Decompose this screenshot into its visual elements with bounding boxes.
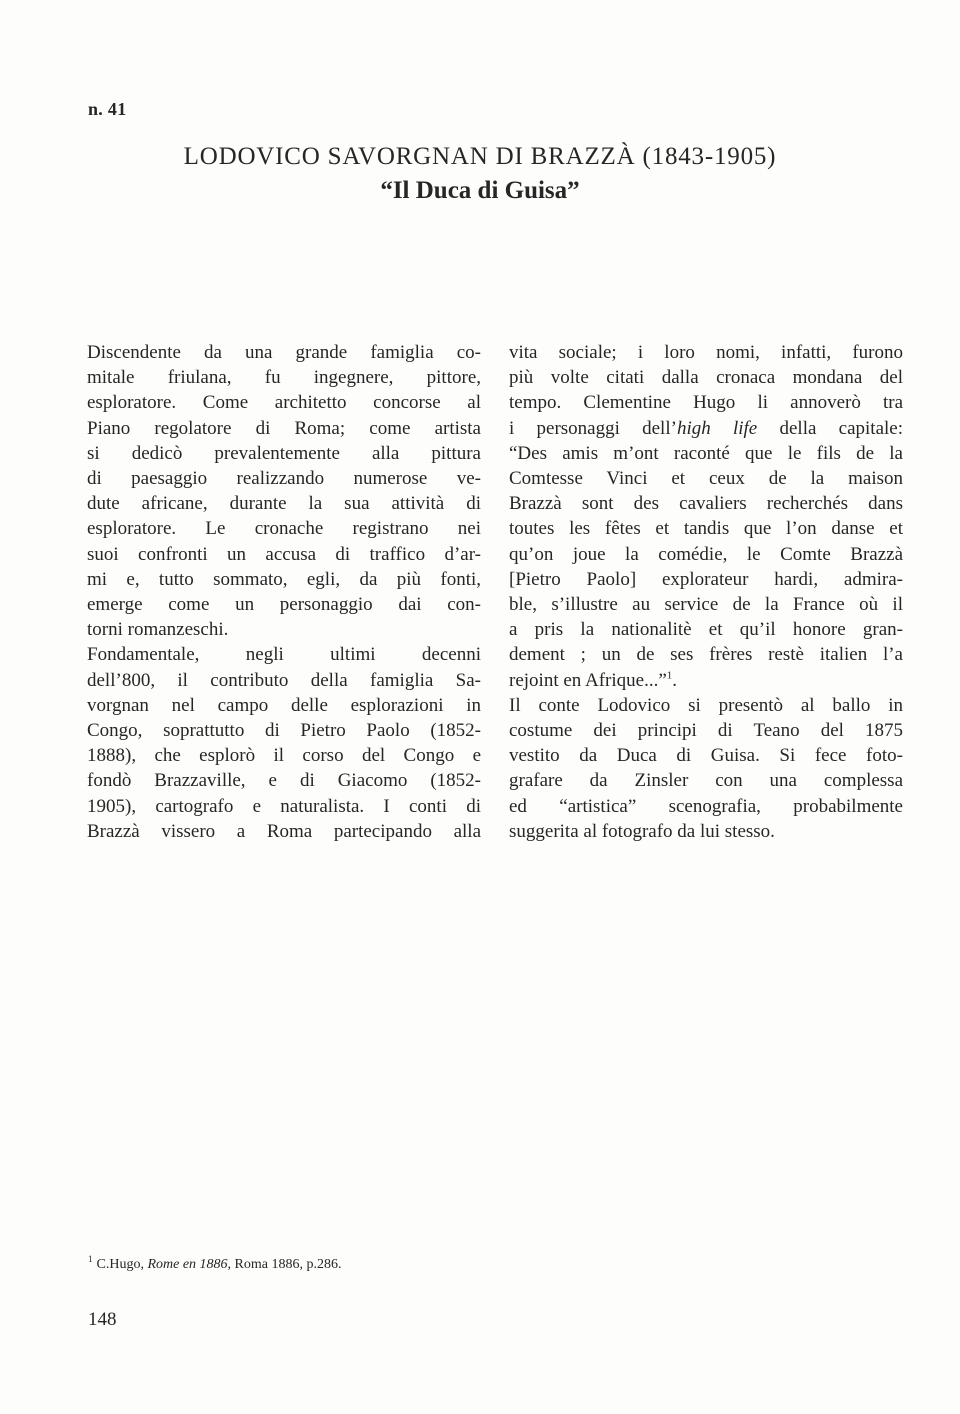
text-line: vorgnan nel campo delle esplorazioni in [87, 694, 481, 716]
text-line: esploratore. Le cronache registrano nei [87, 518, 481, 540]
entry-number: n. 41 [88, 99, 127, 119]
text-line: toutes les fêtes et tandis que l’on danse et [509, 518, 903, 540]
text-line: Il conte Lodovico si presentò al ballo in [509, 694, 903, 716]
text-line: Comtesse Vinci et ceux de la maison [509, 468, 903, 490]
text-line: dement ; un de ses frères restè italien l’a [509, 644, 903, 666]
footnote [88, 1254, 342, 1273]
page-number: 148 [88, 1309, 117, 1330]
text-segment: della capitale: [757, 417, 903, 439]
text-line: mi e, tutto sommato, egli, da più fonti, [87, 568, 481, 590]
text-line: Discendente da una grande famiglia co- [87, 342, 481, 363]
text-line [509, 416, 903, 441]
text-line: suoi confronti un accusa di traffico d’ar- [87, 543, 481, 565]
text-line: 1905), cartografo e naturalista. I conti di [87, 795, 481, 817]
text-line: dell’800, il contributo della famiglia Sa- [87, 669, 481, 691]
text-line: emerge come un personaggio dai con- [87, 594, 481, 616]
text-line: ed “artistica” scenografia, probabilmente [509, 795, 903, 817]
text-line: dute africane, durante la sua attività di [87, 493, 481, 515]
italic-phrase: high life [676, 417, 758, 439]
text-segment: i personaggi dell’ [509, 417, 677, 439]
text-line: vita sociale; i loro nomi, infatti, furono [509, 342, 903, 363]
footnote-marker: 1 [88, 1254, 93, 1265]
right-column [509, 340, 903, 844]
text-line: torni romanzeschi. [87, 619, 229, 641]
text-line: vestito da Duca di Guisa. Si fece foto- [509, 745, 903, 767]
left-column [87, 340, 481, 844]
text-segment: . [672, 669, 678, 691]
text-line: 1888), che esplorò il corso del Congo e [87, 745, 481, 767]
footnote-work-title: Rome en 1886, [147, 1257, 232, 1272]
text-line: di paesaggio realizzando numerose ve- [87, 468, 481, 490]
text-line: a pris la nationalitè et qu’il honore gran- [509, 619, 903, 641]
page-title: LODOVICO SAVORGNAN DI BRAZZÀ (1843-1905) [183, 143, 777, 170]
text-line: si dedicò prevalentemente alla pittura [87, 442, 481, 464]
text-line: fondò Brazzaville, e di Giacomo (1852- [87, 770, 481, 792]
text-line: Fondamentale, negli ultimi decenni [87, 644, 481, 666]
footnote-reference: 1 [666, 669, 673, 682]
text-line: “Des amis m’ont raconté que le fils de la [509, 442, 903, 464]
text-line: ble, s’illustre au service de la France où il [509, 594, 903, 616]
footnote-author: C.Hugo, [96, 1257, 148, 1272]
text-line: mitale friulana, fu ingegnere, pittore, [87, 367, 481, 389]
text-line [509, 668, 903, 693]
footnote-details: Roma 1886, p.286. [231, 1257, 342, 1272]
text-line: più volte citati dalla cronaca mondana del [509, 367, 903, 389]
text-line: costume dei principi di Teano del 1875 [509, 720, 903, 742]
text-line: grafare da Zinsler con una complessa [509, 770, 903, 792]
text-segment: rejoint en Afrique...” [509, 669, 667, 691]
text-line: tempo. Clementine Hugo li annoverò tra [509, 392, 903, 414]
title-block [88, 140, 872, 208]
text-line: qu’on joue la comédie, le Comte Brazzà [509, 543, 903, 565]
page-subtitle: “Il Duca di Guisa” [380, 177, 580, 204]
text-line: [Pietro Paolo] explorateur hardi, admira- [509, 568, 903, 590]
text-line: esploratore. Come architetto concorse al [87, 392, 481, 414]
text-line: Congo, soprattutto di Pietro Paolo (1852- [87, 720, 481, 742]
text-line: Brazzà sont des cavaliers recherchés dans [509, 493, 903, 515]
text-line: Piano regolatore di Roma; come artista [87, 417, 481, 439]
text-line: suggerita al fotografo da lui stesso. [509, 820, 775, 842]
text-line: Brazzà vissero a Roma partecipando alla [87, 820, 481, 842]
